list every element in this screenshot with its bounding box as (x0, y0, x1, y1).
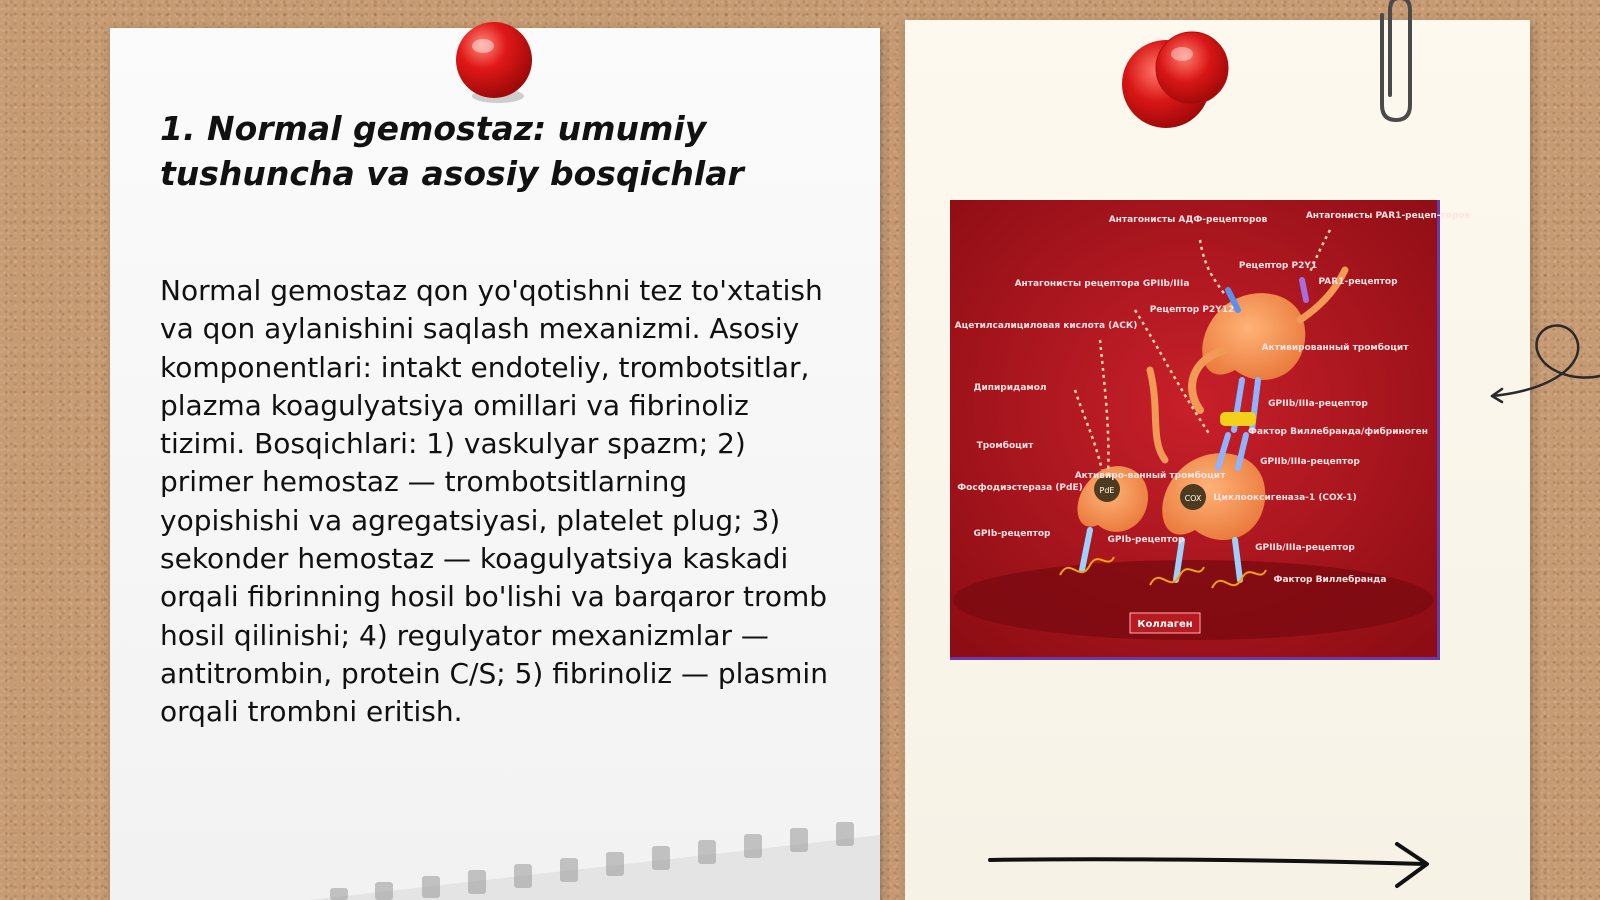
red-pushpin-icon (450, 18, 540, 108)
label-gpiib-receptor-1: GPIIb/IIIa-рецептор (1268, 399, 1368, 409)
label-gpiib-receptor-2: GPIIb/IIIa-рецептор (1260, 457, 1360, 467)
label-gpib-1: GPIb-рецептор (973, 529, 1051, 539)
label-activated-platelet: Активированный тромбоцит (1261, 343, 1409, 353)
arrow-right-icon (985, 838, 1445, 894)
pde-ball-label: PdE (1099, 486, 1115, 495)
label-platelet: Тромбоцит (976, 441, 1034, 451)
left-note-card (110, 28, 880, 900)
label-gpiib-receptor-3: GPIIb/IIIa-рецептор (1255, 543, 1355, 553)
label-activated-platelet-2: Активиро-ванный тромбоцит (1074, 471, 1226, 481)
label-vwf: Фактор Виллебранда (1273, 575, 1387, 585)
label-pde: Фосфодиэстераза (PdE) (957, 483, 1083, 493)
label-cox: Циклооксигеназа-1 (COX-1) (1213, 493, 1357, 503)
torn-paper-edge (110, 780, 880, 900)
slide-body-text: Normal gemostaz qon yo'qotishni tez to'xtatish va qon aylanishini saqlash mexanizmi. Asosiy komponentlari: intakt endoteliy, trombotsitlar, plazma koagulyatsiya omillari va fibrinoliz tizimi. Bosqichlari: 1) vaskulyar spazm; 2) primer hemostaz — trombotsitlarning yopishishi va agregatsiyasi, platelet plug; 3) sekonder hemostaz — koagulyatsiya kaskadi orqali fibrinning hosil bo'lishi va barqaror tromb hosil qilinishi; 4) regulyator mexanizmlar — antitrombin, protein C/S; 5) fibrinoliz — plasmin orqali trombni eritish. (160, 274, 828, 729)
label-asa: Ацетилсалициловая кислота (АСК) (954, 321, 1138, 331)
label-p2y1: Рецептор P2Y1 (1238, 261, 1318, 271)
red-pushpin-icon (1120, 28, 1240, 133)
platelet-diagram-image (950, 200, 1471, 660)
label-par1-receptor: PAR1-рецептор (1318, 277, 1398, 287)
paperclip-icon (1372, 0, 1422, 125)
label-par1-antagonists: Антагонисты PAR1-рецеп-торов (1305, 211, 1471, 221)
cox-ball-label: COX (1184, 494, 1202, 503)
label-gpib-2: GPIb-рецептор (1107, 535, 1185, 545)
slide-title: 1. Normal gemostaz: umumiy tushuncha va asosiy bosqichlar (160, 109, 744, 193)
curl-doodle-icon (1482, 310, 1600, 410)
label-collagen: Коллаген (1137, 619, 1193, 630)
platelet-diagram (950, 200, 1471, 657)
label-vwf-factor: Фактор Виллебранда/фибриноген (1248, 427, 1428, 437)
label-gpiib-antagonists: Антагонисты рецептора GPIIb/IIIa (1014, 279, 1190, 289)
label-adp-antagonists: Антагонисты АДФ-рецепторов (1108, 215, 1268, 225)
label-p2y12: Рецептор P2Y12 (1149, 305, 1235, 315)
label-dipyridamole: Дипиридамол (973, 383, 1047, 393)
